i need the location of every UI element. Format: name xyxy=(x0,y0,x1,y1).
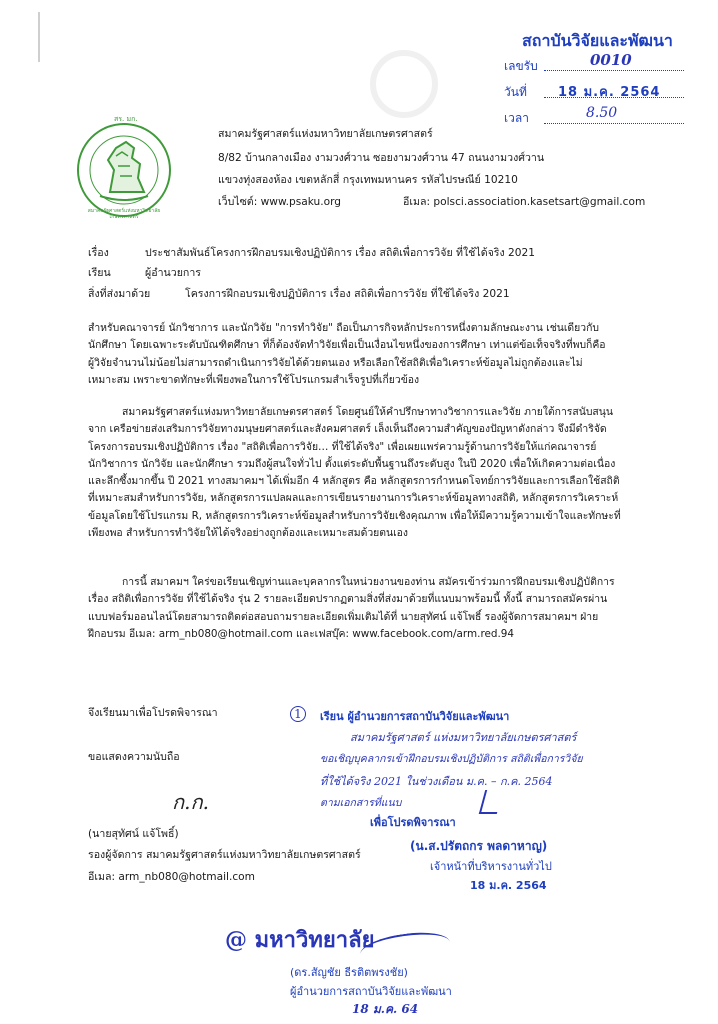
stamp-title: สถาบันวิจัยและพัฒนา xyxy=(522,31,673,50)
director-note: @ มหาวิทยาลัย xyxy=(225,927,375,953)
logo-top-text: สร. มก. xyxy=(114,115,138,123)
to-text: ผู้อำนวยการ xyxy=(145,267,201,279)
officer-date: 18 ม.ค. 2564 xyxy=(470,879,547,892)
body-line: เพียงพอ สำหรับการทำวิจัยให้ได้จริงอย่างถูกต้องและเหมาะสมด้วยตนเอง xyxy=(88,527,408,540)
body-line: โครงการอบรมเชิงปฏิบัติการ เรื่อง "สถิติเพื่อการวิจัย… ที่ใช้ได้จริง" เพื่อเผยแพร่ความรู้ด้านการวิจัยให้แก่คณาจารย์ xyxy=(88,440,597,453)
officer-title: เจ้าหน้าที่บริหารงานทั่วไป xyxy=(430,860,552,873)
signer-name: (นายสุทัศน์ แจ้โพธิ์) xyxy=(88,828,179,840)
org-address-line-1: 8/82 บ้านกลางเมือง งามวงศ์วาน ซอยงามวงศ์วาน 47 ถนนงามวงศ์วาน xyxy=(218,152,545,164)
logo-ring-text: สมาคมรัฐศาสตร์แห่งมหาวิทยาลัยเกษตรศาสตร์ xyxy=(87,208,161,220)
annotation-hand-2: ขอเชิญบุคลากรเข้าฝึกอบรมเชิงปฏิบัติการ สถิติเพื่อการวิจัย xyxy=(320,753,583,765)
association-logo xyxy=(70,112,178,220)
body-line: สำหรับคณาจารย์ นักวิชาการ และนักวิจัย "การทำวิจัย" ถือเป็นภารกิจหลักประการหนึ่งตามลักษณะงาน เช่นเดียวกับ xyxy=(88,322,599,334)
body-line: เหมาะสม เพราะขาดทักษะที่เพียงพอในการใช้โปรแกรมสำเร็จรูปที่เกี่ยวข้อง xyxy=(88,373,420,386)
closing-line: จึงเรียนมาเพื่อโปรดพิจารณา xyxy=(88,707,218,719)
org-email: อีเมล: polsci.association.kasetsart@gmail.com xyxy=(403,196,646,208)
body-line: การนี้ สมาคมฯ ใคร่ขอเรียนเชิญท่านและบุคลากรในหน่วยงานของท่าน สมัครเข้าร่วมการฝึกอบรมเชิงปฏิบัติการ xyxy=(122,576,615,588)
closing-regards: ขอแสดงความนับถือ xyxy=(88,751,180,763)
annotation-hand-3: ที่ใช้ได้จริง 2021 ในช่วงเดือน ม.ค. – ก.ค. 2564 xyxy=(320,775,553,788)
subject-label: เรื่อง xyxy=(88,247,109,259)
enclosure-label: สิ่งที่ส่งมาด้วย xyxy=(88,288,151,300)
body-line: แบบฟอร์มออนไลน์โดยสามารถติดต่อสอบถามรายละเอียดเพิ่มเติมได้ที่ นายสุทัศน์ แจ้โพธิ์ รองผู้จัดการสมาคมฯ ฝ่าย xyxy=(88,610,599,623)
body-line: เรื่อง สถิติเพื่อการวิจัย ที่ใช้ได้จริง รุ่น 2 รายละเอียดปรากฏตามสิ่งที่ส่งมาด้วยที่แนบมาพร้อมนี้ ทั้งนี้ สามารถสมัครผ่าน xyxy=(88,593,608,606)
stamp-received-number: 0010 xyxy=(590,51,632,69)
annotation-hand-1: สมาคมรัฐศาสตร์ แห่งมหาวิทยาลัยเกษตรศาสตร์ xyxy=(350,731,577,744)
stamp-time-label: เวลา xyxy=(504,111,529,125)
stamp-time-line xyxy=(544,123,684,124)
stamp-date-value: 18 ม.ค. 2564 xyxy=(558,85,661,100)
signature-scribble: ก.ก. xyxy=(172,790,209,814)
body-paragraph-3 xyxy=(88,574,673,643)
director-name: (ดร.สัญชัย ธีรติตพรงชัย) xyxy=(290,966,408,979)
stamp-time-value: 8.50 xyxy=(586,105,618,121)
officer-name: (น.ส.ปรัตถกร พลดาหาญ) xyxy=(410,839,548,853)
enclosure-text: โครงการฝึกอบรมเชิงปฏิบัติการ เรื่อง สถิติเพื่อการวิจัย ที่ใช้ได้จริง 2021 xyxy=(185,288,510,300)
body-line: นักศึกษา โดยเฉพาะระดับบัณฑิตศึกษา ที่ก็ต้องจัดทำวิจัยเพื่อเป็นเงื่อนไขหนึ่งของการศึกษา เท่าแต่ข้อเท็จจริงที่พบก็คือ xyxy=(88,339,606,352)
body-line: จาก เครือข่ายส่งเสริมการวิจัยทางมนุษยศาสตร์และสังคมศาสตร์ เล็งเห็นถึงความสำคัญของปัญหาดังกล่าว จึงมีดำริจัด xyxy=(88,423,607,436)
body-line: และลึกซึ้งมากขึ้น ปี 2021 ทางสมาคมฯ ได้เพิ่มอีก 4 หลักสูตร คือ หลักสูตรการกำหนดโจทย์การวิจัยและการเลือกใช้สถิติ xyxy=(88,475,620,488)
signer-title: รองผู้จัดการ สมาคมรัฐศาสตร์แห่งมหาวิทยาลัยเกษตรศาสตร์ xyxy=(88,849,361,861)
signer-email: อีเมล: arm_nb080@hotmail.com xyxy=(88,871,255,883)
stamp-date-label: วันที่ xyxy=(504,85,527,99)
to-label: เรียน xyxy=(88,267,111,279)
watermark xyxy=(356,36,452,132)
logo-seal-icon xyxy=(70,112,178,220)
body-line: ผู้วิจัยจำนวนไม่น้อยไม่สามารถดำเนินการวิจัยได้ด้วยตนเอง หรือเลือกใช้สถิติเพื่อวิเคราะห์ข้อมูลไม่ถูกต้องและไม่ xyxy=(88,356,583,369)
body-line: ข้อมูลโดยใช้โปรแกรม R, หลักสูตรการวิเคราะห์ข้อมูลสำหรับการวิจัยเชิงคุณภาพ เพื่อให้มีความรู้ความเข้าใจและทักษะที่ xyxy=(88,509,621,522)
org-website: เว็บไซต์: www.psaku.org xyxy=(218,196,342,208)
org-address-line-2: แขวงทุ่งสองห้อง เขตหลักสี่ กรุงเทพมหานคร รหัสไปรษณีย์ 10210 xyxy=(218,174,518,186)
stamp-received-label: เลขรับ xyxy=(504,59,538,73)
margin-mark xyxy=(38,12,40,62)
org-name: สมาคมรัฐศาสตร์แห่งมหาวิทยาลัยเกษตรศาสตร์ xyxy=(218,128,433,140)
body-line: สมาคมรัฐศาสตร์แห่งมหาวิทยาลัยเกษตรศาสตร์ โดยศูนย์ให้คำปรึกษาทางวิชาการและวิจัย ภายใต้การสนับสนุน xyxy=(122,406,613,418)
subject-text: ประชาสัมพันธ์โครงการฝึกอบรมเชิงปฏิบัติการ เรื่อง สถิติเพื่อการวิจัย ที่ใช้ได้จริง 2021 xyxy=(145,247,535,259)
body-line: นักวิชาการ นักวิจัย และนักศึกษา รวมถึงผู้สนใจทั่วไป ตั้งแต่ระดับพื้นฐานถึงระดับสูง ในปี 2020 เพื่อให้เกิดความต่อเนื่อง xyxy=(88,457,616,470)
stamp-received-line xyxy=(544,70,684,71)
annotation-number: 1 xyxy=(290,706,306,722)
body-line: ฝึกอบรม อีเมล: arm_nb080@hotmail.com และเฟสบุ๊ค: www.facebook.com/arm.red.94 xyxy=(88,627,514,640)
officer-initials-mark xyxy=(479,790,503,814)
receipt-stamp xyxy=(500,25,690,130)
annotation-consider: เพื่อโปรดพิจารณา xyxy=(370,816,456,829)
director-date: 18 ม.ค. 64 xyxy=(352,1002,419,1016)
director-title: ผู้อำนวยการสถาบันวิจัยและพัฒนา xyxy=(290,985,452,998)
annotation-to-line: เรียน ผู้อำนวยการสถาบันวิจัยและพัฒนา xyxy=(320,710,510,723)
body-line: ที่เหมาะสมสำหรับการวิจัย, หลักสูตรการแปลผลและการเขียนรายงานการวิเคราะห์ข้อมูลทางสถิติ, หลักสูตรการวิเคราะห์ xyxy=(88,492,619,505)
body-paragraph-1 xyxy=(88,320,673,389)
annotation-hand-4: ตามเอกสารที่แนบ xyxy=(320,797,402,809)
body-paragraph-2 xyxy=(88,404,673,542)
